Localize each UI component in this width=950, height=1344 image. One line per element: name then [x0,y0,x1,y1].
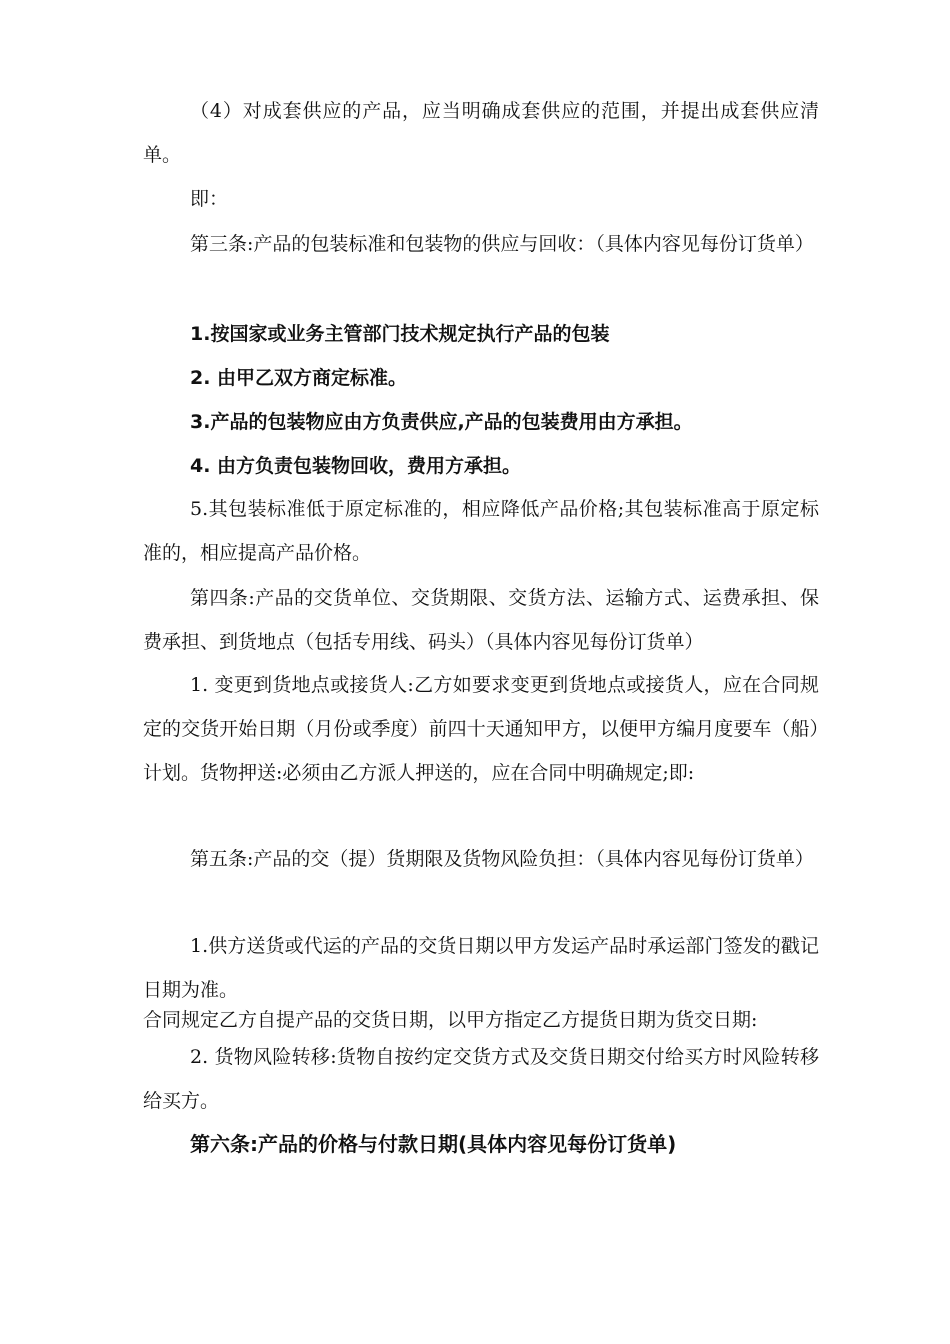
article-3-item-1: 1.按国家或业务主管部门技术规定执行产品的包装 [190,323,610,345]
article-3-item-3: 3.产品的包装物应由方负责供应,产品的包装费用由方承担。 [190,411,693,433]
paragraph-complete-set-supply: （4）对成套供应的产品，应当明确成套供应的范围，并提出成套供应清单。 [143,100,819,166]
article-4-item-1: 1. 变更到货地点或接货人:乙方如要求变更到货地点或接货人，应在合同规定的交货开始日期（月份或季度）前四十天通知甲方，以便甲方编月度要车（船）计划。货物押送:必须由乙方派人押送的，应在合同中明确规定;即: [143,674,819,784]
article-6-heading: 第六条:产品的价格与付款日期(具体内容见每份订货单) [190,1132,677,1156]
paragraph-namely-1: 即： [190,188,229,210]
article-5-item-2: 2. 货物风险转移:货物自按约定交货方式及交货日期交付给买方时风险转移给买方。 [143,1046,819,1112]
article-5-self-pickup-note: 合同规定乙方自提产品的交货日期，以甲方指定乙方提货日期为货交日期: [143,1009,758,1031]
article-3-heading: 第三条:产品的包装标准和包装物的供应与回收：（具体内容见每份订货单） [190,233,814,255]
article-3-item-4: 4. 由方负责包装物回收，费用方承担。 [190,455,522,477]
article-5-heading: 第五条:产品的交（提）货期限及货物风险负担：（具体内容见每份订货单） [190,848,814,870]
article-3-item-5: 5.其包装标准低于原定标准的，相应降低产品价格;其包装标准高于原定标准的，相应提高产品价格。 [143,498,819,564]
article-5-item-1: 1.供方送货或代运的产品的交货日期以甲方发运产品时承运部门签发的戳记日期为准。 [143,935,819,1001]
article-3-item-2: 2. 由甲乙双方商定标准。 [190,367,408,389]
article-4-heading: 第四条:产品的交货单位、交货期限、交货方法、运输方式、运费承担、保费承担、到货地点（包括专用线、码头）（具体内容见每份订货单） [143,587,819,653]
